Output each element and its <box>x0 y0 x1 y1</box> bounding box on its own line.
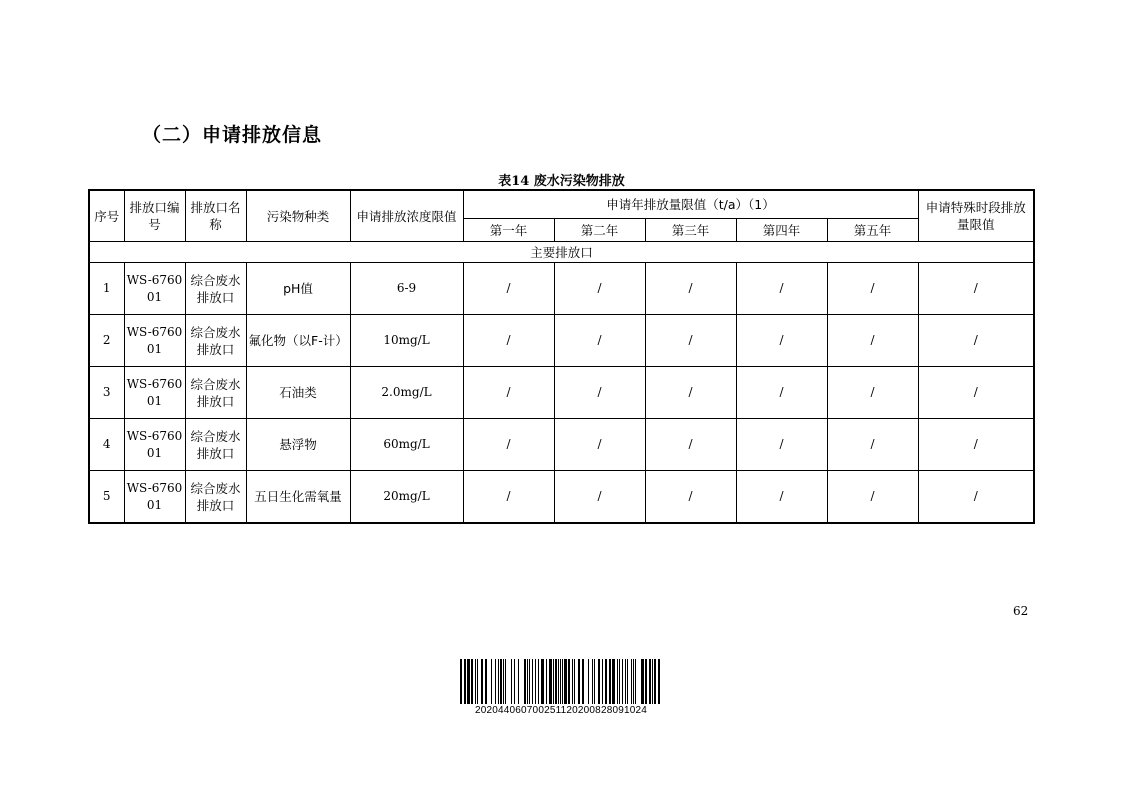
cell-seq: 3 <box>89 367 124 419</box>
header-outlet-name: 排放口名称 <box>185 190 246 242</box>
cell-year-4: / <box>736 471 827 524</box>
cell-year-5: / <box>827 471 918 524</box>
cell-year-3: / <box>645 263 736 315</box>
cell-special-limit: / <box>918 263 1034 315</box>
header-year-5: 第五年 <box>827 219 918 242</box>
cell-year-1: / <box>463 315 554 367</box>
cell-year-5: / <box>827 367 918 419</box>
table-row <box>89 263 1034 315</box>
cell-outlet-name: 综合废水排放口 <box>185 315 246 367</box>
cell-outlet-name: 综合废水排放口 <box>185 263 246 315</box>
header-year-2: 第二年 <box>554 219 645 242</box>
cell-concentration-limit: 60mg/L <box>350 419 463 471</box>
cell-year-2: / <box>554 315 645 367</box>
cell-year-1: / <box>463 367 554 419</box>
cell-year-1: / <box>463 419 554 471</box>
cell-outlet-code: WS-676001 <box>124 263 185 315</box>
cell-year-4: / <box>736 367 827 419</box>
header-year-3: 第三年 <box>645 219 736 242</box>
header-year-4: 第四年 <box>736 219 827 242</box>
cell-outlet-code: WS-676001 <box>124 367 185 419</box>
cell-special-limit: / <box>918 367 1034 419</box>
header-seq: 序号 <box>89 190 124 242</box>
cell-concentration-limit: 10mg/L <box>350 315 463 367</box>
cell-pollutant: pH值 <box>246 263 350 315</box>
header-outlet-code: 排放口编号 <box>124 190 185 242</box>
cell-year-4: / <box>736 263 827 315</box>
cell-year-2: / <box>554 367 645 419</box>
cell-concentration-limit: 20mg/L <box>350 471 463 524</box>
cell-year-2: / <box>554 419 645 471</box>
table-row <box>89 367 1034 419</box>
header-pollutant: 污染物种类 <box>246 190 350 242</box>
subheader-main-outlets: 主要排放口 <box>89 242 1034 263</box>
header-annual-limit-group: 申请年排放量限值（t/a）（1） <box>463 190 918 219</box>
barcode-bar <box>658 659 660 704</box>
barcode-image <box>460 659 662 704</box>
cell-outlet-code: WS-676001 <box>124 315 185 367</box>
cell-outlet-code: WS-676001 <box>124 471 185 524</box>
cell-year-3: / <box>645 315 736 367</box>
cell-year-1: / <box>463 263 554 315</box>
cell-outlet-name: 综合废水排放口 <box>185 471 246 524</box>
table-caption: 表14 废水污染物排放 <box>498 174 625 189</box>
cell-special-limit: / <box>918 419 1034 471</box>
cell-special-limit: / <box>918 471 1034 524</box>
cell-pollutant: 氟化物（以F-计） <box>246 315 350 367</box>
cell-year-3: / <box>645 367 736 419</box>
cell-year-5: / <box>827 263 918 315</box>
cell-year-3: / <box>645 419 736 471</box>
cell-seq: 1 <box>89 263 124 315</box>
cell-pollutant: 石油类 <box>246 367 350 419</box>
cell-outlet-code: WS-676001 <box>124 419 185 471</box>
section-title: （二）申请排放信息 <box>142 124 323 146</box>
cell-year-2: / <box>554 263 645 315</box>
cell-year-4: / <box>736 315 827 367</box>
header-special-period-limit: 申请特殊时段排放量限值 <box>918 190 1034 242</box>
barcode-number: 20204406070025112020082809102​4 <box>474 705 648 716</box>
cell-seq: 5 <box>89 471 124 524</box>
cell-year-5: / <box>827 315 918 367</box>
cell-year-1: / <box>463 471 554 524</box>
header-concentration-limit: 申请排放浓度限值 <box>350 190 463 242</box>
table-row <box>89 471 1034 524</box>
table-row <box>89 315 1034 367</box>
cell-year-4: / <box>736 419 827 471</box>
cell-pollutant: 五日生化需氧量 <box>246 471 350 524</box>
cell-year-5: / <box>827 419 918 471</box>
cell-seq: 4 <box>89 419 124 471</box>
cell-outlet-name: 综合废水排放口 <box>185 419 246 471</box>
cell-year-2: / <box>554 471 645 524</box>
wastewater-emission-table <box>88 189 1035 524</box>
cell-outlet-name: 综合废水排放口 <box>185 367 246 419</box>
page-number: 62 <box>1013 604 1029 618</box>
cell-year-3: / <box>645 471 736 524</box>
cell-special-limit: / <box>918 315 1034 367</box>
table-row <box>89 419 1034 471</box>
cell-seq: 2 <box>89 315 124 367</box>
cell-concentration-limit: 6-9 <box>350 263 463 315</box>
header-year-1: 第一年 <box>463 219 554 242</box>
cell-pollutant: 悬浮物 <box>246 419 350 471</box>
cell-concentration-limit: 2.0mg/L <box>350 367 463 419</box>
